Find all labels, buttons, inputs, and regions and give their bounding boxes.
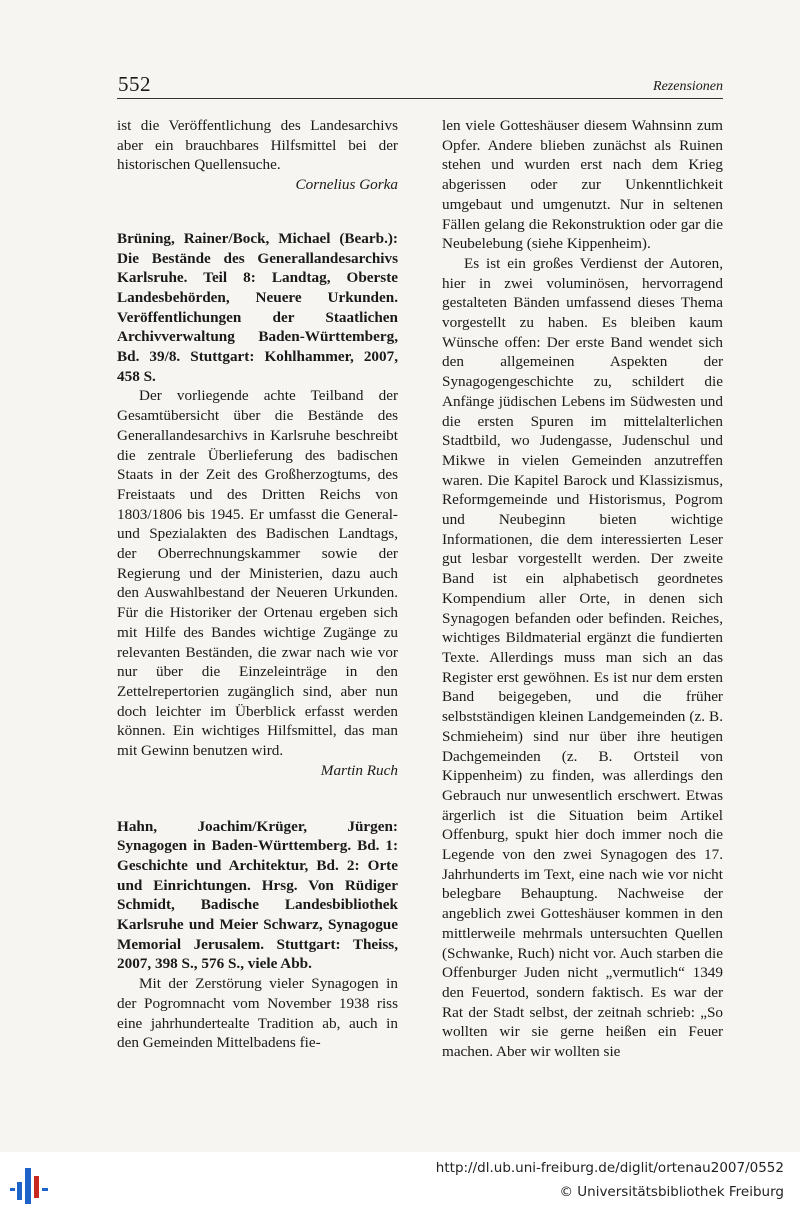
review-body: len viele Gotteshäuser diesem Wahnsinn zum Opfer. Andere blieben zunächst als Ruinen stehen und wurden erst nach dem Krieg abgerissen oder zur Unkenntlichkeit umgebaut und umgenutzt. Nur in seltenen Fällen gelang die Rekonstruktion oder gar die Neubelebung (siehe Kippenheim). (442, 117, 723, 253)
ub-freiburg-logo-icon (8, 1166, 52, 1206)
page-number: 552 (118, 72, 151, 96)
review-heading: Brüning, Rainer/Bock, Michael (Bearb.): Die Bestände des Generallandesarchivs Karlsruhe. Teil 8: Landtag, Oberste Landesbehörden, Neuere Urkunden. Veröffentlichungen der Staatlichen Archivverwaltung Baden-Württemberg, Bd. 39/8. Stuttgart: Kohlhammer, 2007, 458 S. (117, 229, 398, 385)
source-link[interactable]: http://dl.ub.uni-freiburg.de/diglit/ortenau2007/0552 (435, 1160, 784, 1176)
viewer-footer (0, 1152, 800, 1212)
header-rule (117, 98, 723, 99)
review-body: Es ist ein großes Verdienst der Autoren, hier in zwei voluminösen, hervorragend gestalteten Bänden umfassend dieses Thema vorgestellt zu haben. Es bleiben kaum Wünsche offen: Der erste Band wendet sich den allgemeinen Aspekten der Synagogengeschichte zu, schildert die Anfänge jüdischen Lebens im Südwesten und die ersten Spuren im mittelalterlichen Stadtbild, wo Judengasse, Judenschul und Mikwe in vielen Gemeinden anzutreffen waren. Die Kapitel Barock und Klassizismus, Reformgemeinde und Historismus, Pogrom und Neubeginn bieten wichtige Informationen, die dem interessierten Leser gut lesbar vorgestellt werden. Der zweite Band ist ein alphabetisch geordnetes Kompendium aller Orte, in denen sich Synagogen befanden oder befinden. Reiches, wichtiges Bildmaterial ergänzt die fundierten Texte. Allerdings muss man sich an das Register erst gewöhnen. Es ist nur dem ersten Band beigegeben, und die früher selbstständigen kleinen Landgemeinden (z. B. Schmieheim) sind nur über ihre heutigen Dachgemeinden (z. B. Ortsteil von Kippenheim) zu finden, was allerdings den Gebrauch nur unwesentlich erschwert. Etwas ärgerlich ist die Situation beim Artikel Offenburg, spukt hier doch immer noch die Legende von den zwei Synagogen des 17. Jahrhunderts im Text, eine nach wie vor nicht belegbare Behauptung. Nachweise der angeblich zwei Gotteshäuser kommen in den mittlerweile mehrmals untersuchten Quellen (Schwanke, Ruch) nicht vor. Auch starben die Offenburger Juden nicht „vermutlich“ 1349 den Feuertod, sondern faktisch. Es war der Rat der Stadt selbst, der zeitnah schrieb: „So wollten wir sie gerne heißen ein Feuer machen. Aber wir wollten sie (442, 254, 723, 1061)
review-body: Mit der Zerstörung vieler Synagogen in der Pogromnacht vom November 1938 riss eine jahrhundertealte Tradition ab, auch in den Gemeinden Mittelbadens fie- (117, 975, 398, 1052)
review-body: Der vorliegende achte Teilband der Gesamtübersicht über die Bestände des Generallandesarchivs in Karlsruhe beschreibt die zentrale Überlieferung des badischen Staats in der Zeit des Großherzogtums, des Freistaats und des Dritten Reichs von 1803/1806 bis 1945. Er umfasst die General- und Spezialakten des Badischen Landtags, der Oberrechnungskammer sowie der Regierung und der Ministerien, dazu auch den Auswahlbestand der Neueren Urkunden. Für die Historiker der Ortenau ergeben sich mit Hilfe des Bandes wichtige Zugänge zu relevanten Beständen, die zwar nach wie vor nur über die Einzeleinträge in den Zettelrepertorien zugänglich sind, aber nun doch leichter im Überblick erfasst werden können. Ein wichtiges Hilfsmittel, das man mit Gewinn benutzen wird. (117, 387, 398, 760)
review-heading: Hahn, Joachim/Krüger, Jürgen: Synagogen in Baden-Württemberg. Bd. 1: Geschichte und Architektur, Bd. 2: Orte und Einrichtungen. Hrsg. Von Rüdiger Schmidt, Badische Landesbibliothek Karlsruhe und Meier Schwarz, Synagogue Memorial Jerusalem. Stuttgart: Theiss, 2007, 398 S., 576 S., viele Abb. (117, 817, 398, 973)
running-header: Rezensionen (653, 79, 723, 94)
left-column (117, 116, 398, 1053)
reviewer-signature: Martin Ruch (320, 761, 398, 779)
right-column (442, 116, 723, 1062)
continued-text: ist die Veröffentlichung des Landesarchivs aber ein brauchbares Hilfsmittel bei der historischen Quellensuche. (117, 117, 398, 174)
copyright-notice: © Universitätsbibliothek Freiburg (559, 1184, 784, 1200)
reviewer-signature: Cornelius Gorka (295, 176, 398, 194)
